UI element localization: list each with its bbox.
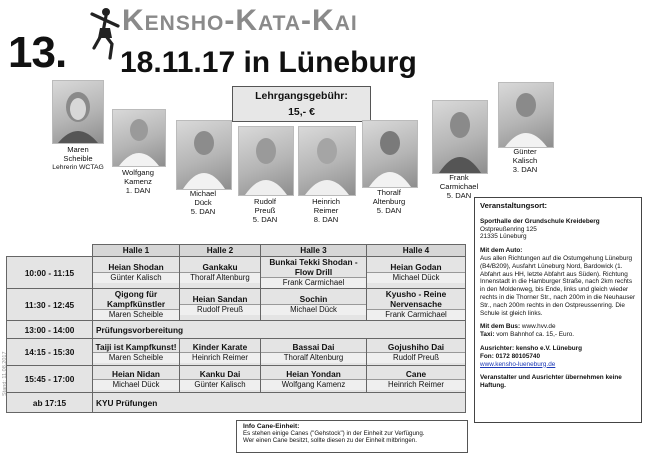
time-slot: 10:00 - 11:15 — [7, 257, 93, 289]
fee-value: 15,- € — [288, 106, 315, 118]
time-slot: ab 17:15 — [7, 393, 93, 413]
person-frank-carmichael: Frank Carmichael 5. DAN — [439, 173, 479, 200]
photo-rudolf-preuss — [238, 126, 294, 196]
photo-frank-carmichael — [432, 100, 488, 174]
photo-thoralf-altenburg — [362, 120, 418, 188]
photo-heinrich-reimer — [298, 126, 356, 196]
side-date-note: Stand: 11.08.2017 — [2, 351, 8, 396]
header-halle-3: Halle 3 — [261, 245, 367, 257]
event-date-location: 18.11.17 in Lüneburg — [120, 46, 417, 79]
time-slot: 15:45 - 17:00 — [7, 366, 93, 393]
session-cell: Taiji ist Kampfkunst! Maren Scheible — [93, 339, 180, 366]
session-cell: Gojushiho Dai Rudolf Preuß — [367, 339, 466, 366]
table-row — [7, 339, 466, 366]
person-wolfgang-kamenz: Wolfgang Kamenz 1. DAN — [122, 168, 154, 195]
info-cane-line2: Wer einen Cane besitzt, sollte diesen zu der Einheit mitbringen. — [243, 437, 417, 445]
session-cell: Heian Sandan Rudolf Preuß — [180, 289, 261, 321]
venue-address: Sporthalle der Grundschule Kreideberg Ostpreußenring 125 21335 Lüneburg — [480, 217, 600, 241]
venue-car-directions: Mit dem Auto: Aus allen Richtungen auf die Ostumgehung Lüneburg (B4/B209), Ausfahrt Lüneburg Nord, Bardowick (1. Abfahrt aus HH, letzte Abfahrt aus Süden). Richtung Innenstadt in die Hamburger Straße, nach 2km rechts in den Moldenweg, bis Ende, links und gleich wieder rechts in die Thorner Str., nach 200m in die Neuhauser Str., nach 200m rechts in den Ostpreussenring. Die Schule ist gleich links. — [480, 247, 636, 317]
header-halle-4: Halle 4 — [367, 245, 466, 257]
venue-transit: Mit dem Bus: www.hvv.de Taxi: vom Bahnhof ca. 15,- Euro. — [480, 323, 575, 339]
venue-box — [474, 197, 642, 423]
person-guenter-kalisch: Günter Kalisch 3. DAN — [512, 147, 538, 174]
venue-liability: Veranstalter und Ausrichter übernehmen keine Haftung. — [480, 374, 622, 390]
time-slot: 13:00 - 14:00 — [7, 321, 93, 339]
event-title: Kensho-Kata-Kai — [122, 4, 358, 37]
info-cane-line1: Es stehen einige Canes ("Gehstock") in der Einheit zur Verfügung. — [243, 430, 425, 438]
venue-heading: Veranstaltungsort: — [480, 201, 548, 210]
session-cell: Heian Yondan Wolfgang Kamenz — [261, 366, 367, 393]
fee-label: Lehrgangsgebühr: — [255, 90, 348, 102]
session-cell: Bassai Dai Thoralf Altenburg — [261, 339, 367, 366]
header-halle-2: Halle 2 — [180, 245, 261, 257]
photo-michael-dueck — [176, 120, 232, 190]
person-michael-dueck: Michael Dück 5. DAN — [189, 189, 217, 216]
session-cell: Kyusho - Reine Nervensache Frank Carmichael — [367, 289, 466, 321]
table-row — [7, 321, 466, 339]
table-row — [7, 366, 466, 393]
website-link[interactable]: www.kensho-lueneburg.de — [480, 360, 556, 368]
header-empty — [7, 245, 93, 257]
time-slot: 14:15 - 15:30 — [7, 339, 93, 366]
photo-guenter-kalisch — [498, 82, 554, 148]
photo-wolfgang-kamenz — [112, 109, 166, 167]
session-cell: Gankaku Thoralf Altenburg — [180, 257, 261, 289]
person-rudolf-preuss: Rudolf Preuß 5. DAN — [252, 197, 278, 224]
person-thoralf-altenburg: Thoralf Altenburg 5. DAN — [372, 188, 406, 215]
session-cell: Heian Shodan Günter Kalisch — [93, 257, 180, 289]
header-halle-1: Halle 1 — [93, 245, 180, 257]
schedule-table — [6, 244, 466, 413]
venue-organizer: Ausrichter: kensho e.V. Lüneburg Fon: 0172 80105740 www.kensho-lueneburg.de — [480, 345, 636, 368]
session-cell: Kinder Karate Heinrich Reimer — [180, 339, 261, 366]
photo-maren-scheible — [52, 80, 104, 144]
person-maren-scheible: Maren Scheible Lehrerin WCTAG — [52, 145, 104, 171]
session-cell: Kanku Dai Günter Kalisch — [180, 366, 261, 393]
table-row — [7, 393, 466, 413]
info-cane-title: Info Cane-Einheit: — [243, 423, 300, 430]
event-number: 13. — [8, 28, 67, 77]
session-cell: Qigong für Kampfkünstler Maren Scheible — [93, 289, 180, 321]
session-cell: Heian Nidan Michael Dück — [93, 366, 180, 393]
session-cell: Bunkai Tekki Shodan - Flow Drill Frank Carmichael — [261, 257, 367, 289]
session-cell: Cane Heinrich Reimer — [367, 366, 466, 393]
karateka-logo-icon — [86, 6, 124, 62]
table-row — [7, 289, 466, 321]
session-cell: Sochin Michael Dück — [261, 289, 367, 321]
fee-box — [232, 86, 371, 122]
time-slot: 11:30 - 12:45 — [7, 289, 93, 321]
table-row — [7, 257, 466, 289]
session-wide: Prüfungsvorbereitung — [93, 321, 466, 339]
session-wide: KYU Prüfungen — [93, 393, 466, 413]
info-cane-box — [236, 420, 468, 453]
session-cell: Heian Godan Michael Dück — [367, 257, 466, 289]
person-heinrich-reimer: Heinrich Reimer 8. DAN — [312, 197, 340, 224]
